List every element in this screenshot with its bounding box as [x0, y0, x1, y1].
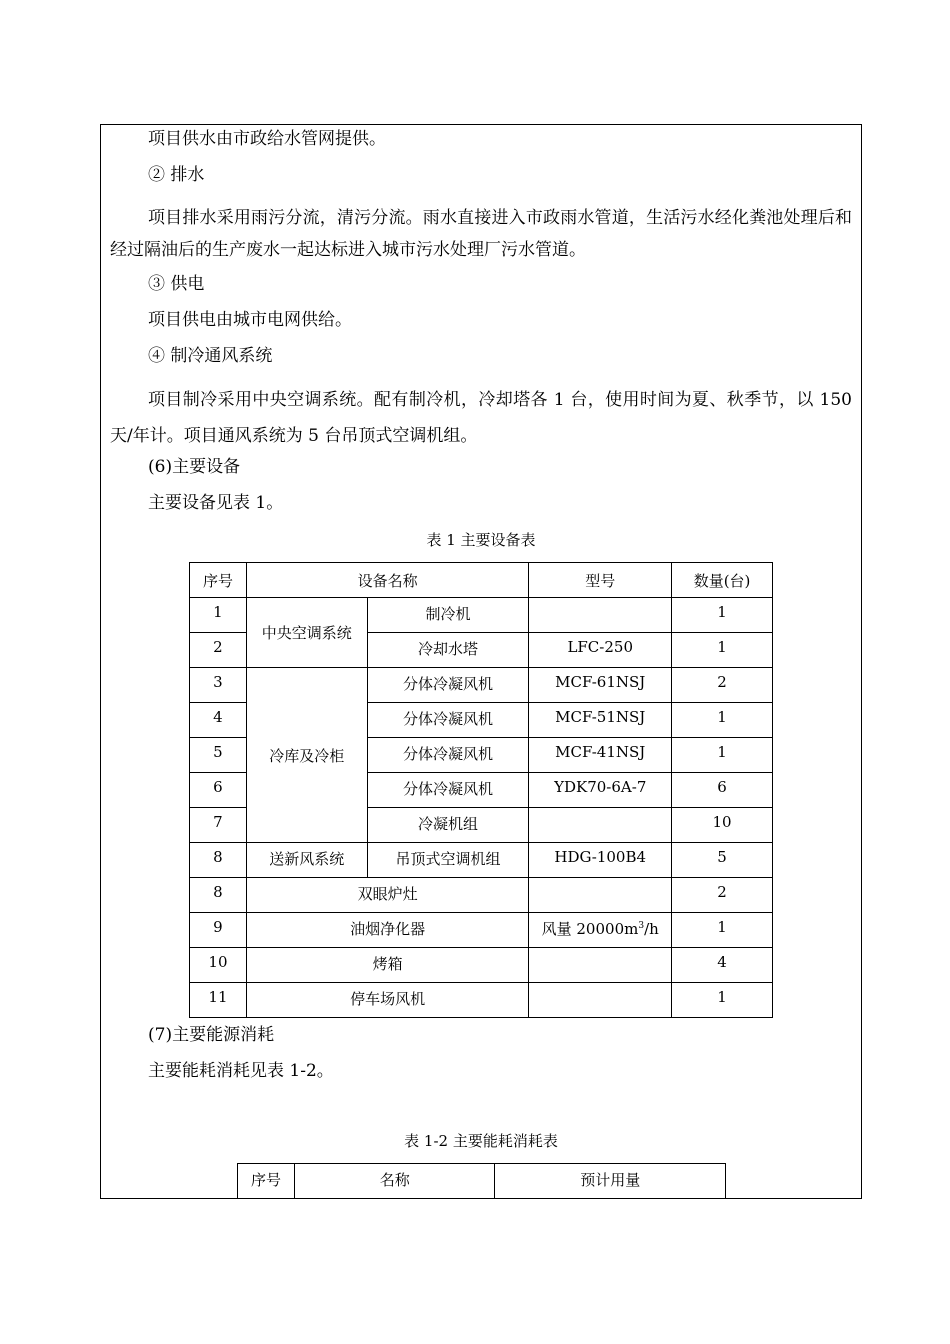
hvac-body: 项目制冷采用中央空调系统。配有制冷机，冷却塔各 1 台，使用时间为夏、秋季节，以 150 天/年计。项目通风系统为 5 台吊顶式空调机组。	[110, 390, 852, 446]
group-central-ac: 中央空调系统	[246, 598, 367, 668]
drainage-heading: ② 排水	[148, 165, 205, 185]
table-row	[190, 983, 773, 1018]
row-qty: 4	[672, 948, 773, 983]
table-row	[190, 598, 773, 633]
energy-table	[237, 1163, 726, 1199]
row-no: 5	[190, 738, 247, 773]
table-header-row	[238, 1164, 726, 1199]
row-qty: 2	[672, 878, 773, 913]
row-qty: 2	[672, 668, 773, 703]
water-supply-text: 项目供水由市政给水管网提供。	[148, 129, 386, 149]
row-model: MCF-41NSJ	[529, 738, 672, 773]
row-model: YDK70-6A-7	[529, 773, 672, 808]
row-item: 双眼炉灶	[246, 878, 528, 913]
row-item: 冷却水塔	[367, 633, 529, 668]
row-no: 2	[190, 633, 247, 668]
table-row	[190, 913, 773, 948]
table-row	[190, 843, 773, 878]
header-name: 名称	[294, 1164, 495, 1199]
row-item: 分体冷凝风机	[367, 773, 529, 808]
header-no: 序号	[190, 563, 247, 598]
row-model	[529, 983, 672, 1018]
row-qty: 1	[672, 703, 773, 738]
row-item: 油烟净化器	[246, 913, 528, 948]
row-model	[529, 948, 672, 983]
model-suffix: /h	[644, 920, 659, 938]
row-model	[529, 808, 672, 843]
table-row	[190, 668, 773, 703]
row-qty: 1	[672, 633, 773, 668]
model-superscript: 3	[638, 921, 645, 931]
header-no: 序号	[238, 1164, 295, 1199]
row-model: MCF-61NSJ	[529, 668, 672, 703]
table-header-row	[190, 563, 773, 598]
row-model	[529, 598, 672, 633]
model-prefix: 风量 20000m	[541, 920, 639, 938]
row-no: 3	[190, 668, 247, 703]
row-qty: 1	[672, 738, 773, 773]
row-no: 7	[190, 808, 247, 843]
hvac-heading: ④ 制冷通风系统	[148, 346, 273, 366]
group-fresh-air: 送新风系统	[246, 843, 367, 878]
header-model: 型号	[529, 563, 672, 598]
row-model	[529, 878, 672, 913]
equipment-reference: 主要设备见表 1。	[148, 493, 284, 513]
table1-caption: 表 1 主要设备表	[426, 531, 536, 549]
row-qty: 10	[672, 808, 773, 843]
row-qty: 5	[672, 843, 773, 878]
row-model: MCF-51NSJ	[529, 703, 672, 738]
row-item: 分体冷凝风机	[367, 703, 529, 738]
row-item: 烤箱	[246, 948, 528, 983]
header-usage: 预计用量	[495, 1164, 726, 1199]
row-no: 1	[190, 598, 247, 633]
row-item: 制冷机	[367, 598, 529, 633]
row-model	[529, 913, 672, 948]
row-qty: 1	[672, 983, 773, 1018]
row-qty: 1	[672, 913, 773, 948]
row-item: 停车场风机	[246, 983, 528, 1018]
table-row	[190, 948, 773, 983]
row-item: 冷凝机组	[367, 808, 529, 843]
row-no: 8	[190, 843, 247, 878]
header-name: 设备名称	[246, 563, 528, 598]
drainage-body: 项目排水采用雨污分流，清污分流。雨水直接进入市政雨水管道，生活污水经化粪池处理后和经过隔油后的生产废水一起达标进入城市污水处理厂污水管道。	[110, 208, 852, 260]
table-row	[190, 878, 773, 913]
row-no: 11	[190, 983, 247, 1018]
group-cold-storage: 冷库及冷柜	[246, 668, 367, 843]
row-no: 9	[190, 913, 247, 948]
row-model: HDG-100B4	[529, 843, 672, 878]
power-heading: ③ 供电	[148, 274, 205, 294]
row-no: 10	[190, 948, 247, 983]
row-qty: 1	[672, 598, 773, 633]
row-qty: 6	[672, 773, 773, 808]
row-item: 分体冷凝风机	[367, 738, 529, 773]
equipment-table	[189, 562, 773, 1018]
table2-caption: 表 1-2 主要能耗消耗表	[404, 1132, 558, 1150]
row-no: 4	[190, 703, 247, 738]
power-body: 项目供电由城市电网供给。	[148, 310, 352, 330]
energy-heading: (7)主要能源消耗	[148, 1025, 275, 1045]
row-model: LFC-250	[529, 633, 672, 668]
row-item: 吊顶式空调机组	[367, 843, 529, 878]
energy-reference: 主要能耗消耗见表 1-2。	[148, 1061, 334, 1081]
row-item: 分体冷凝风机	[367, 668, 529, 703]
equipment-heading: (6)主要设备	[148, 457, 241, 477]
row-no: 6	[190, 773, 247, 808]
row-no: 8	[190, 878, 247, 913]
header-qty: 数量(台)	[672, 563, 773, 598]
